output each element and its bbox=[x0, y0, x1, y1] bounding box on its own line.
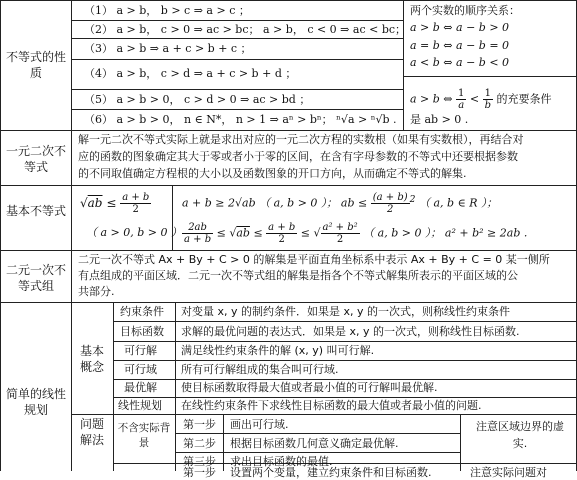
props-side-divider bbox=[403, 0, 404, 130]
lp-term-desc: 求解的最优问题的表达式．如果是 x, y 的一次式，则称线性目标函数. bbox=[181, 325, 520, 338]
label-column-divider bbox=[71, 0, 72, 471]
lp-step: 第一步 bbox=[183, 418, 216, 431]
row-line bbox=[113, 341, 577, 342]
property-item: （3） a > b ⇒ a + c > b + c ； bbox=[84, 42, 252, 55]
reciprocal-suffix: 的充要条件 bbox=[496, 92, 552, 106]
section-label-quadratic: 一元二次不等式 bbox=[6, 144, 67, 174]
table-border-left bbox=[0, 0, 1, 471]
row-line bbox=[71, 414, 577, 415]
row-line bbox=[113, 360, 577, 361]
section-line bbox=[0, 250, 577, 251]
row-line bbox=[403, 76, 576, 77]
row-line bbox=[71, 38, 403, 39]
property-item: （1） a > b， b > c ⇒ a > c ； bbox=[84, 4, 250, 17]
lp-term: 可行解 bbox=[124, 344, 157, 357]
lp-term-desc: 对变量 x, y 的制约条件．如果是 x, y 的一次式，则称线性约束条件 bbox=[181, 305, 511, 318]
quadratic-line: 解一元二次不等式实际上就是求出对应的一元二次方程的实数根（如果有实数根），再结合对 bbox=[78, 133, 524, 146]
section-label-properties: 不等式的性质 bbox=[6, 50, 67, 80]
reciprocal-fraction-b: $\frac{1}{b}$ bbox=[484, 88, 492, 111]
quadratic-line: 的不同取值确定方程根的大小以及函数图象的开口方向，从而确定不等式的解集. bbox=[78, 167, 467, 180]
basic-row-2-right: （ a, b > 0 ）； a² + b² ≥ 2ab . bbox=[363, 226, 528, 240]
row-line bbox=[175, 452, 460, 453]
lp-step: 第一步 bbox=[183, 466, 216, 479]
basic-row-1-right: （ a, b ∈ R ）； bbox=[418, 196, 498, 210]
lp-no-context-label: 不含实际背景 bbox=[117, 422, 171, 449]
row-line bbox=[71, 109, 403, 110]
property-item: （4） a > b， c > d ⇒ a + c > b + d ； bbox=[84, 67, 297, 80]
lp-term: 线性规划 bbox=[118, 399, 162, 412]
section-line bbox=[0, 302, 577, 303]
basic-core-inequality: √ab ≤ $\frac{a + b}{2}$ bbox=[80, 192, 150, 215]
basic-row-1-fraction: $\frac{(a + b)}{2}$ bbox=[372, 192, 408, 215]
basic-core-fraction: $\frac{a + b}{2}$ bbox=[122, 192, 150, 215]
reciprocal-condition-tail: 是 ab > 0 . bbox=[410, 113, 469, 126]
table-border-top bbox=[0, 0, 577, 1]
lp-step-divider bbox=[223, 414, 224, 471]
reciprocal-prefix: a > b ⇔ bbox=[410, 92, 453, 106]
linear-system-line: 共部分. bbox=[78, 285, 115, 298]
lp-step: 第二步 bbox=[183, 437, 216, 450]
basic-harmonic-fraction: $\frac{2ab}{a + b}$ bbox=[184, 222, 212, 245]
section-line bbox=[0, 185, 577, 186]
lp-term-desc: 满足线性约束条件的解 (x, y) 叫可行解. bbox=[181, 344, 375, 357]
lp-term: 可行域 bbox=[124, 363, 157, 376]
row-line bbox=[71, 89, 403, 90]
section-label-linear-programming: 简单的线性规划 bbox=[6, 387, 67, 417]
row-line bbox=[71, 59, 403, 60]
reciprocal-condition: a > b ⇔ $\frac{1}{a}$ < $\frac{1}{b}$ 的充要条件 bbox=[410, 88, 552, 111]
lp-term-desc: 所有可行解组成的集合叫可行域. bbox=[181, 363, 339, 376]
section-label-linear-system: 二元一次不等式组 bbox=[6, 263, 67, 293]
section-label-basic: 基本不等式 bbox=[6, 204, 67, 218]
section-line bbox=[0, 130, 577, 131]
row-line bbox=[175, 433, 460, 434]
lp-sublabel-divider bbox=[113, 302, 114, 471]
property-item: （6） a > b > 0， n ∈ N*， n > 1 ⇒ aⁿ > bⁿ； ⁿ√a > ⁿ√b . bbox=[84, 113, 397, 126]
row-line bbox=[71, 20, 403, 21]
property-item: （5） a > b > 0， c > d > 0 ⇒ ac > bd ； bbox=[84, 93, 311, 106]
row-line bbox=[113, 379, 577, 380]
lp-step-desc: 根据目标函数几何意义确定最优解. bbox=[230, 437, 399, 450]
order-row: a < b ⇔ a − b < 0 bbox=[410, 56, 510, 69]
basic-row-1-left: a + b ≥ 2√ab （ a, b > 0 ）； ab ≤ bbox=[182, 196, 368, 210]
quadratic-line: 应的函数的图象确定其大于零或者小于零的区间，在含有字母参数的不等式中还要根据参数 bbox=[78, 150, 518, 163]
lp-step-desc: 求出目标函数的最值. bbox=[230, 455, 333, 468]
reciprocal-fraction-a: $\frac{1}{a}$ bbox=[458, 88, 465, 111]
order-row: a > b ⇔ a − b > 0 bbox=[410, 21, 510, 34]
linear-system-line: 有点组成的平面区域．二元一次不等式组的解集是指各个不等式解集所表示的平面区域的公 bbox=[78, 269, 518, 282]
lp-term-desc: 使目标函数取得最大值或者最小值的可行解叫最优解. bbox=[181, 381, 438, 394]
lp-concepts-label: 基本概念 bbox=[79, 344, 104, 374]
row-line bbox=[113, 321, 577, 322]
lp-step-desc: 画出可行域. bbox=[230, 418, 289, 431]
linear-system-line: 二元一次不等式 Ax + By + C > 0 的解集是平面直角坐标系中表示 Ax + By + C = 0 某一侧所 bbox=[78, 253, 550, 266]
lp-term: 约束条件 bbox=[120, 305, 164, 318]
basic-row-2: $\frac{2ab}{a + b}$ ≤ √ab ≤ $\frac{a + b}{2}$ ≤ √ $\frac{\text{a² + b²}}{2}$ （ a, b > 0 ）； a² + b² ≥ 2ab . bbox=[184, 222, 528, 245]
basic-row-1: a + b ≥ 2√ab （ a, b > 0 ）； ab ≤ $\frac{(a + b)}{2}$ $^2$ （ a, b ∈ R ）； bbox=[182, 192, 498, 215]
lp-term: 目标函数 bbox=[120, 325, 164, 338]
basic-divider bbox=[172, 185, 173, 250]
lp-note-practical: 注意实际问题对 bbox=[470, 466, 547, 479]
lp-step: 第三步 bbox=[183, 455, 216, 468]
property-item: （2） a > b， c > 0 ⇒ ac > bc； a > b， c < 0 ⇒ ac < bc； bbox=[84, 23, 407, 36]
basic-quad-fraction: $\frac{\text{a² + b²}}{2}$ bbox=[322, 222, 358, 245]
lp-note-boundary: 注意区域边界的虚实. bbox=[476, 420, 564, 450]
row-line bbox=[113, 397, 577, 398]
lp-method-label: 问题解法 bbox=[79, 417, 104, 447]
order-row: a = b ⇔ a − b = 0 bbox=[410, 39, 510, 52]
lp-term: 最优解 bbox=[124, 381, 157, 394]
lp-term-desc: 在线性约束条件下求线性目标函数的最大值或者最小值的问题. bbox=[181, 399, 482, 412]
lp-step-desc: 设置两个变量，建立约束条件和目标函数. bbox=[230, 466, 432, 479]
basic-core-condition: （ a > 0, b > 0 ） bbox=[86, 226, 183, 239]
lp-term-divider bbox=[175, 302, 176, 471]
order-title: 两个实数的顺序关系： bbox=[410, 4, 520, 17]
basic-arith-fraction: $\frac{a + b}{2}$ bbox=[268, 222, 296, 245]
